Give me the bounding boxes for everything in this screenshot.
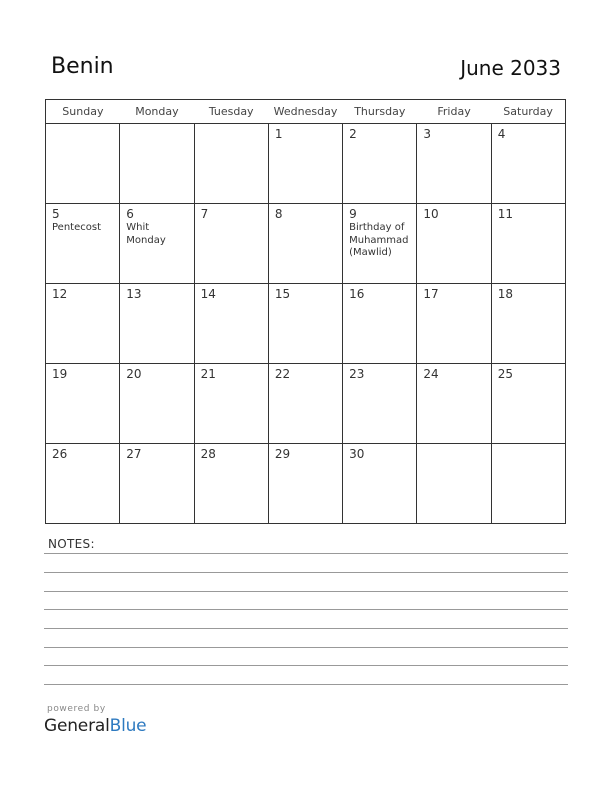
calendar-empty-cell <box>194 124 268 204</box>
weekday-header-thursday: Thursday <box>343 100 417 124</box>
calendar-day-cell <box>343 284 417 364</box>
calendar-day-cell <box>120 444 194 524</box>
holiday-label: Whit Monday <box>126 222 166 246</box>
calendar-day-cell <box>417 364 491 444</box>
calendar-day-cell <box>268 204 342 284</box>
notes-label: NOTES: <box>48 537 95 551</box>
weekday-header-tuesday: Tuesday <box>194 100 268 124</box>
calendar-day-cell <box>343 364 417 444</box>
note-line <box>44 572 568 573</box>
day-number: 23 <box>349 367 365 381</box>
note-line <box>44 591 568 592</box>
calendar-day-cell <box>46 284 120 364</box>
calendar-day-cell <box>46 444 120 524</box>
calendar-empty-cell <box>417 444 491 524</box>
day-number: 13 <box>126 287 142 301</box>
calendar-day-cell <box>343 124 417 204</box>
day-number: 25 <box>497 367 513 381</box>
calendar-week-row <box>46 364 566 444</box>
calendar-day-cell <box>491 204 565 284</box>
calendar-day-cell <box>194 284 268 364</box>
calendar-day-cell <box>268 444 342 524</box>
calendar-day-cell <box>491 364 565 444</box>
note-line <box>44 647 568 648</box>
calendar-day-cell <box>194 364 268 444</box>
note-line <box>44 609 568 610</box>
calendar-day-cell <box>120 284 194 364</box>
calendar-grid <box>45 99 566 524</box>
weekday-header-saturday: Saturday <box>491 100 565 124</box>
brand-blue-text: Blue <box>109 716 147 736</box>
calendar-day-cell <box>417 204 491 284</box>
day-number: 22 <box>274 367 291 381</box>
day-number: 16 <box>349 287 365 301</box>
calendar-day-cell <box>343 444 417 524</box>
day-number: 12 <box>52 287 68 301</box>
calendar-week-row <box>46 124 566 204</box>
calendar-day-cell <box>46 364 120 444</box>
day-number: 11 <box>497 207 513 221</box>
note-line <box>44 628 568 629</box>
calendar-day-cell <box>268 364 342 444</box>
day-number: 1 <box>274 127 283 141</box>
calendar-week-row <box>46 444 566 524</box>
calendar-month-title: June 2033 <box>460 56 561 80</box>
calendar-day-cell <box>343 204 417 284</box>
day-number: 14 <box>200 287 216 301</box>
day-number: 21 <box>200 367 216 381</box>
calendar-day-cell <box>268 284 342 364</box>
calendar-day-cell <box>194 204 268 284</box>
calendar-week-row <box>46 284 566 364</box>
calendar-day-cell <box>417 124 491 204</box>
note-line <box>44 665 568 666</box>
calendar-day-cell <box>491 124 565 204</box>
weekday-header-friday: Friday <box>417 100 491 124</box>
note-line <box>44 684 568 685</box>
note-line <box>44 553 568 554</box>
weekday-header-wednesday: Wednesday <box>268 100 342 124</box>
calendar-day-cell <box>417 284 491 364</box>
calendar-empty-cell <box>46 124 120 204</box>
day-number: 18 <box>497 287 513 301</box>
day-number: 26 <box>52 447 68 461</box>
calendar-day-cell <box>491 284 565 364</box>
holiday-label: Birthday of Muhammad (Mawlid) <box>349 222 409 258</box>
day-number: 4 <box>497 127 506 141</box>
calendar-body <box>46 124 566 524</box>
day-number: 28 <box>200 447 216 461</box>
holiday-label: Pentecost <box>52 222 101 233</box>
day-number: 10 <box>423 207 439 221</box>
day-number: 19 <box>52 367 68 381</box>
day-number: 15 <box>274 287 291 301</box>
day-number: 30 <box>349 447 365 461</box>
day-number: 7 <box>200 207 209 221</box>
calendar-day-cell <box>46 204 120 284</box>
weekday-header-row <box>46 100 566 124</box>
day-number: 20 <box>126 367 142 381</box>
calendar-week-row <box>46 204 566 284</box>
calendar-empty-cell <box>120 124 194 204</box>
calendar-day-cell <box>120 364 194 444</box>
day-number: 3 <box>423 127 432 141</box>
day-number: 24 <box>423 367 439 381</box>
calendar-empty-cell <box>491 444 565 524</box>
day-number: 5 <box>52 207 60 221</box>
day-number: 8 <box>274 207 283 221</box>
powered-by-text: powered by <box>47 704 106 714</box>
day-number: 6 <box>126 207 134 221</box>
weekday-header-monday: Monday <box>120 100 194 124</box>
calendar-day-cell <box>268 124 342 204</box>
brand-general-text: General <box>44 716 110 736</box>
weekday-header-sunday: Sunday <box>46 100 120 124</box>
calendar-day-cell <box>120 204 194 284</box>
day-number: 27 <box>126 447 142 461</box>
calendar-country-title: Benin <box>51 54 114 79</box>
day-number: 2 <box>349 127 357 141</box>
day-number: 29 <box>274 447 291 461</box>
day-number: 17 <box>423 287 439 301</box>
day-number: 9 <box>349 207 357 221</box>
generalblue-logo <box>44 716 146 736</box>
calendar-day-cell <box>194 444 268 524</box>
